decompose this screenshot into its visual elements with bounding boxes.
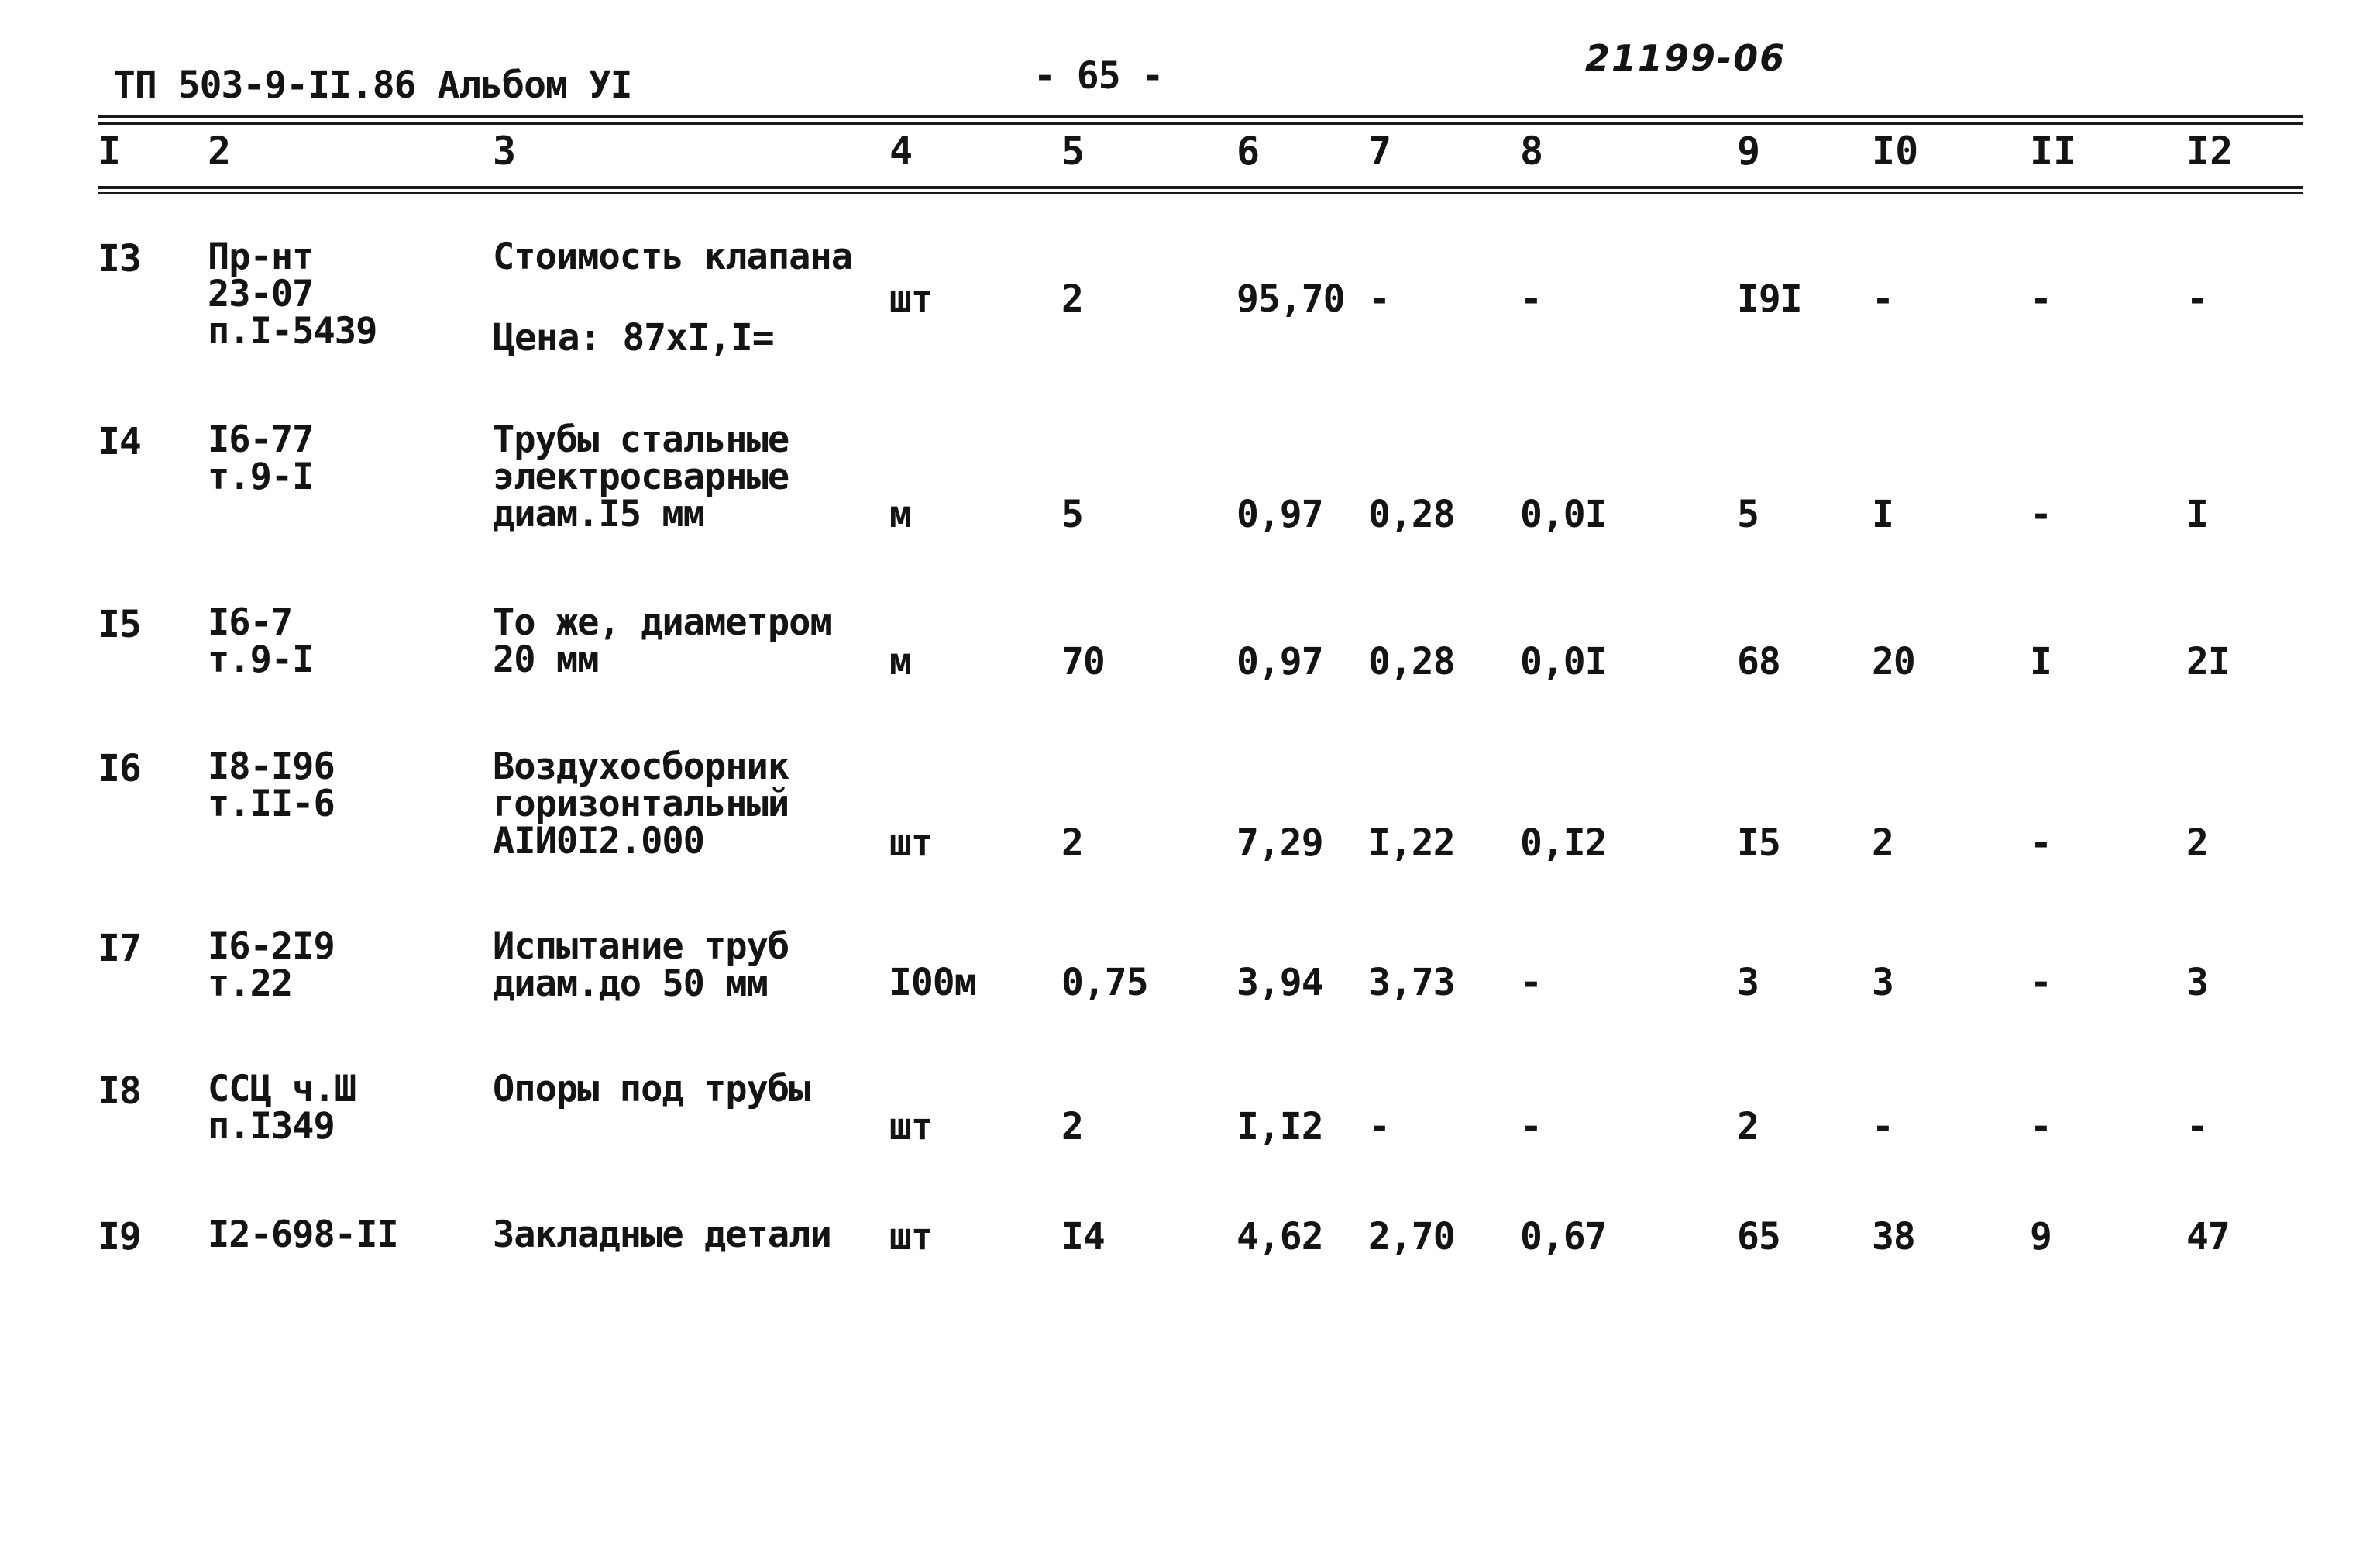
value-cell-col-6: I,I2 (1236, 1105, 1323, 1148)
value-cell-col-10: 3 (1872, 961, 1893, 1004)
value-cell-col-11: - (2030, 1105, 2052, 1148)
column-header-1: I (98, 129, 122, 174)
quantity-cell: 5 (1061, 493, 1083, 536)
description-line: Воздухосборник (493, 745, 789, 788)
value-cell-col-9: 2 (1737, 1105, 1759, 1148)
row-number: I4 (98, 420, 141, 463)
unit-cell: м (889, 493, 911, 536)
price-note: Цена: 87хI,I= (493, 316, 774, 360)
value-cell-col-10: 38 (1872, 1215, 1915, 1258)
value-cell-col-11: - (2030, 277, 2052, 321)
value-cell-col-7: I,22 (1368, 821, 1455, 865)
reference-line: т.II-6 (208, 783, 335, 825)
reference-line: т.9-I (208, 456, 314, 498)
reference-line: I6-77 (208, 418, 314, 461)
table-top-rule (98, 115, 2303, 118)
value-cell-col-10: - (1872, 277, 1893, 321)
handwritten-code: 21199-06 (1585, 37, 1787, 79)
value-cell-col-7: 0,28 (1368, 493, 1455, 536)
row-description (493, 925, 789, 1005)
description-line: То же, диаметром (493, 601, 831, 644)
table-top-rule-inner (98, 122, 2303, 125)
document-title: ТП 503-9-II.86 Альбом УI (113, 64, 632, 107)
value-cell-col-11: - (2030, 961, 2052, 1004)
value-cell-col-10: - (1872, 1105, 1893, 1148)
value-cell-col-12: 2I (2186, 640, 2230, 683)
quantity-cell: 2 (1061, 821, 1083, 865)
reference-line: Пр-нт (208, 236, 314, 278)
reference-line: т.9-I (208, 639, 314, 681)
row-number: I3 (98, 237, 141, 281)
value-cell-col-9: 68 (1737, 640, 1780, 683)
value-cell-col-10: I (1872, 493, 1893, 536)
column-header-12: I2 (2186, 129, 2234, 174)
column-header-6: 6 (1236, 129, 1261, 174)
value-cell-col-8: - (1520, 1105, 1542, 1148)
description-line: Испытание труб (493, 925, 789, 968)
column-header-4: 4 (889, 129, 913, 174)
description-line: Стоимость клапана (493, 236, 853, 278)
value-cell-col-7: - (1368, 1105, 1390, 1148)
quantity-cell: I4 (1061, 1215, 1105, 1258)
value-cell-col-6: 7,29 (1236, 821, 1323, 865)
row-description (493, 601, 831, 681)
row-number: I5 (98, 603, 141, 646)
column-header-8: 8 (1520, 129, 1544, 174)
unit-cell: шт (889, 277, 933, 321)
value-cell-col-6: 95,70 (1236, 277, 1345, 321)
value-cell-col-8: 0,0I (1520, 493, 1607, 536)
value-cell-col-8: 0,67 (1520, 1215, 1607, 1258)
row-description (493, 745, 789, 862)
row-reference (208, 1068, 356, 1148)
quantity-cell: 2 (1061, 277, 1083, 321)
description-line: диам.I5 мм (493, 493, 704, 535)
value-cell-col-11: - (2030, 821, 2052, 865)
quantity-cell: 2 (1061, 1105, 1083, 1148)
value-cell-col-8: - (1520, 961, 1542, 1004)
value-cell-col-6: 0,97 (1236, 493, 1323, 536)
row-description (493, 1068, 810, 1110)
column-header-7: 7 (1368, 129, 1392, 174)
value-cell-col-10: 20 (1872, 640, 1915, 683)
value-cell-col-9: 3 (1737, 961, 1759, 1004)
reference-line: I2-698-II (208, 1213, 398, 1256)
unit-cell: шт (889, 1215, 933, 1258)
value-cell-col-12: 2 (2186, 821, 2208, 865)
row-number: I9 (98, 1215, 141, 1258)
description-line: АIИ0I2.000 (493, 820, 704, 862)
column-header-2: 2 (208, 129, 232, 174)
reference-line: п.I349 (208, 1105, 335, 1148)
value-cell-col-6: 0,97 (1236, 640, 1323, 683)
description-line: горизонтальный (493, 783, 789, 825)
value-cell-col-8: 0,0I (1520, 640, 1607, 683)
page-number: - 65 - (1034, 54, 1164, 98)
quantity-cell: 70 (1061, 640, 1105, 683)
row-description (493, 236, 853, 278)
value-cell-col-7: 3,73 (1368, 961, 1455, 1004)
row-description (493, 418, 789, 535)
unit-cell: м (889, 640, 911, 683)
column-header-11: II (2030, 129, 2077, 174)
value-cell-col-9: 5 (1737, 493, 1759, 536)
reference-line: ССЦ ч.Ш (208, 1068, 356, 1110)
value-cell-col-9: 65 (1737, 1215, 1780, 1258)
description-line: Трубы стальные (493, 418, 789, 461)
value-cell-col-7: 0,28 (1368, 640, 1455, 683)
reference-line: I6-7 (208, 601, 293, 644)
row-reference (208, 925, 335, 1005)
column-header-5: 5 (1061, 129, 1085, 174)
row-description (493, 1213, 831, 1256)
value-cell-col-12: 3 (2186, 961, 2208, 1004)
description-line: 20 мм (493, 639, 599, 681)
column-header-10: I0 (1872, 129, 1919, 174)
row-number: I8 (98, 1069, 141, 1113)
value-cell-col-8: - (1520, 277, 1542, 321)
value-cell-col-11: I (2030, 640, 2052, 683)
value-cell-col-7: - (1368, 277, 1390, 321)
row-reference (208, 418, 314, 498)
value-cell-col-12: I (2186, 493, 2208, 536)
column-header-9: 9 (1737, 129, 1761, 174)
description-line: Опоры под трубы (493, 1068, 810, 1110)
value-cell-col-11: - (2030, 493, 2052, 536)
value-cell-col-11: 9 (2030, 1215, 2052, 1258)
value-cell-col-10: 2 (1872, 821, 1893, 865)
reference-line: т.22 (208, 962, 293, 1005)
unit-cell: шт (889, 821, 933, 865)
value-cell-col-12: 47 (2186, 1215, 2230, 1258)
row-reference (208, 1213, 398, 1256)
reference-line: I6-2I9 (208, 925, 335, 968)
row-reference (208, 745, 335, 825)
value-cell-col-9: I9I (1737, 277, 1802, 321)
header-bottom-rule (98, 186, 2303, 189)
description-line: диам.до 50 мм (493, 962, 768, 1005)
quantity-cell: 0,75 (1061, 961, 1148, 1004)
value-cell-col-6: 3,94 (1236, 961, 1323, 1004)
header-bottom-rule-inner (98, 192, 2303, 194)
value-cell-col-8: 0,I2 (1520, 821, 1607, 865)
column-header-3: 3 (493, 129, 517, 174)
value-cell-col-7: 2,70 (1368, 1215, 1455, 1258)
description-line: электросварные (493, 456, 789, 498)
value-cell-col-6: 4,62 (1236, 1215, 1323, 1258)
value-cell-col-12: - (2186, 1105, 2208, 1148)
value-cell-col-9: I5 (1737, 821, 1780, 865)
reference-line: I8-I96 (208, 745, 335, 788)
row-number: I6 (98, 747, 141, 790)
unit-cell: шт (889, 1105, 933, 1148)
value-cell-col-12: - (2186, 277, 2208, 321)
unit-cell: I00м (889, 961, 976, 1004)
row-number: I7 (98, 927, 141, 970)
reference-line: п.I-5439 (208, 310, 377, 353)
row-reference (208, 236, 377, 353)
reference-line: 23-07 (208, 273, 314, 315)
row-reference (208, 601, 314, 681)
description-line: Закладные детали (493, 1213, 831, 1256)
